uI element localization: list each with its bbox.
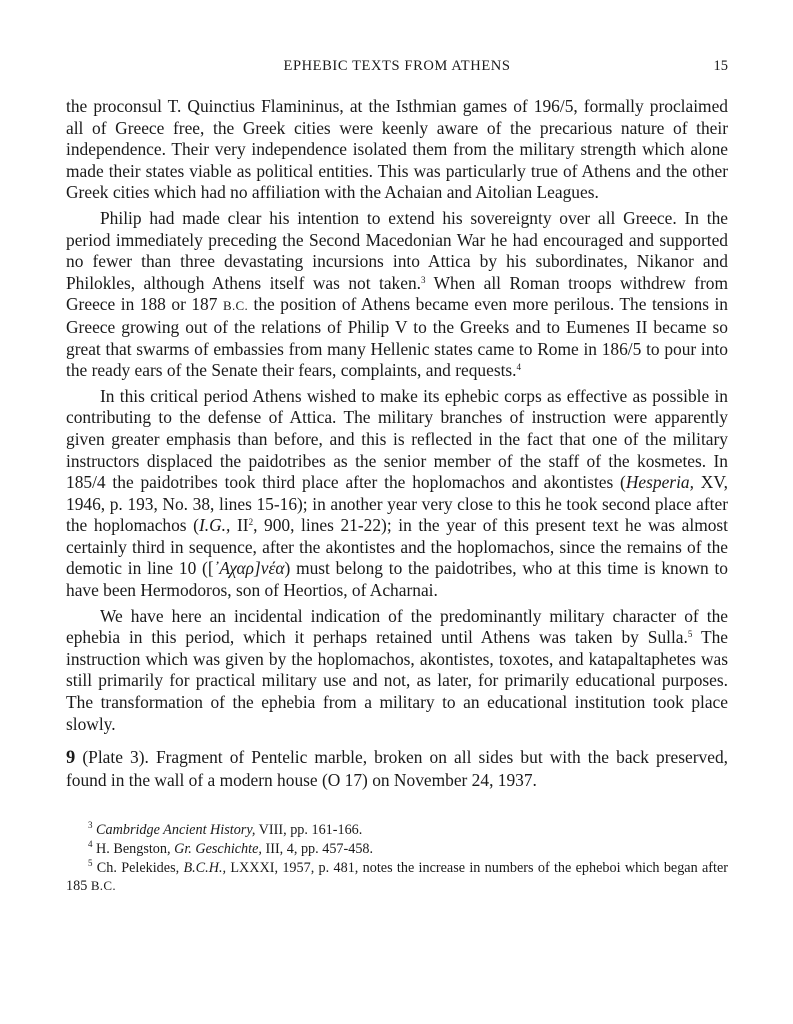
- era-abbreviation: B.C.: [222, 298, 249, 314]
- footnote-author: Ch. Pelekides,: [92, 859, 184, 876]
- footnote-mark: 4: [88, 839, 93, 849]
- paragraph-1: [66, 96, 728, 204]
- paragraph-1-text: the proconsul T. Quinctius Flamininus, at the Isthmian games of 196/5, formally proclaimed all of Greece free, the Greek cities were keenly aware of the precarious nature of their independence. Their very independence isolated them from the military strength which alone made their states viable as political entities. This was particularly true of Athens and the other Greek cities which had no affiliation with the Achaian and Aitolian Leagues.: [66, 96, 728, 203]
- paragraph-4: [66, 606, 728, 736]
- paragraph-2-part-b: When all Roman troops withdrew from Greece in 188 or 187: [66, 272, 728, 315]
- citation-hesperia: Hesperia,: [625, 472, 694, 493]
- footnote-rest: VIII, pp. 161-166.: [255, 822, 363, 839]
- paragraph-4-part-b: The instruction which was given by the hoplomachos, akontistes, toxotes, and katapaltaphetes was still primarily for practical military use and not, as later, for primarily educational purposes. The transformation of the ephebia from a military to an educational institution took place slowly.: [66, 627, 728, 734]
- footnote-author: H. Bengston,: [92, 841, 175, 857]
- footnote-mark: 3: [88, 820, 93, 831]
- paragraph-3-part-a: In this critical period Athens wished to make its ephebic corps as effective as possible in contributing to the defense of Attica. The military branches of instruction were apparently given greater emphasis than before, and this is reflected in the fact that one of the military instructors displaced the paidotribes as the senior member of the staff of the kosmetes. In 185/4 the paidotribes took third place after the hoplomachos and akontistes (: [66, 385, 728, 493]
- footnote-title: Cambridge Ancient History,: [96, 822, 256, 839]
- greek-demotic: ᾿Αχαρ]νέα: [213, 558, 285, 579]
- running-header: [66, 58, 728, 84]
- footnote-3: [66, 821, 728, 840]
- footnote-title: Gr. Geschichte,: [174, 841, 262, 857]
- footnote-ref-4: 4: [516, 362, 522, 373]
- footnote-4: [66, 840, 728, 859]
- paragraph-2-part-a: Philip had made clear his intention to extend his sovereignty over all Greece. In the period immediately preceding the Second Macedonian War he had encouraged and supported no fewer than three devastating incursions into Attica by his subordinates, Nikanor and Philokles, although Athens itself was not taken.: [66, 207, 728, 293]
- citation-ig: I.G.,: [198, 515, 231, 536]
- paragraph-2-part-c: the position of Athens became even more perilous. The tensions in Greece growing out of the relations of Philip V to the Greeks and to Eumenes II became so great that swarms of embassies from many Hellenic states came to Rome in 186/5 to pour into the ready ears of the Senate their fears, complaints, and requests.: [66, 294, 728, 381]
- footnote-rest: III, 4, pp. 457-458.: [261, 841, 374, 857]
- edition-superscript: 2: [248, 517, 254, 528]
- footnote-ref-3: 3: [421, 274, 426, 285]
- footnote-rest: LXXXI, 1957, p. 481, notes the increase in numbers of the epheboi which began after 185: [66, 859, 728, 895]
- entry-number: 9: [66, 748, 76, 769]
- footnote-title: B.C.H.,: [183, 859, 227, 876]
- paragraph-3-part-e: ) must belong to the paidotribes, who at this time is known to have been Hermodoros, son of Heortios, of Acharnai.: [66, 558, 728, 601]
- footnote-ref-5: 5: [687, 629, 693, 640]
- footnote-5: [66, 859, 728, 896]
- paragraph-3-part-c: II: [230, 515, 249, 536]
- footnote-mark: 5: [88, 857, 93, 868]
- book-page: [66, 58, 728, 896]
- paragraph-4-part-a: We have here an incidental indication of the predominantly military character of the ephebia in this period, which it perhaps retained until Athens was taken by Sulla.: [66, 605, 728, 648]
- paragraph-3: [66, 386, 728, 602]
- era-abbreviation: B.C.: [90, 878, 116, 894]
- page-number: 15: [713, 58, 728, 74]
- footnotes: [66, 821, 728, 895]
- running-title: EPHEBIC TEXTS FROM ATHENS: [283, 58, 511, 74]
- paragraph-2: [66, 208, 728, 382]
- body-text: [66, 96, 728, 735]
- paragraph-3-part-b: XV, 1946, p. 193, No. 38, lines 15-16); in another year very close to this he took second place after the hoplomachos (: [66, 472, 728, 536]
- catalog-entry: [66, 747, 728, 791]
- entry-text: (Plate 3). Fragment of Pentelic marble, broken on all sides but with the back preserved, found in the wall of a modern house (O 17) on November 24, 1937.: [66, 747, 728, 790]
- paragraph-3-part-d: , 900, lines 21-22); in the year of this present text he was almost certainly third in sequence, after the akontistes and the hoplomachos, since the remains of the demotic in line 10 ([: [66, 515, 729, 579]
